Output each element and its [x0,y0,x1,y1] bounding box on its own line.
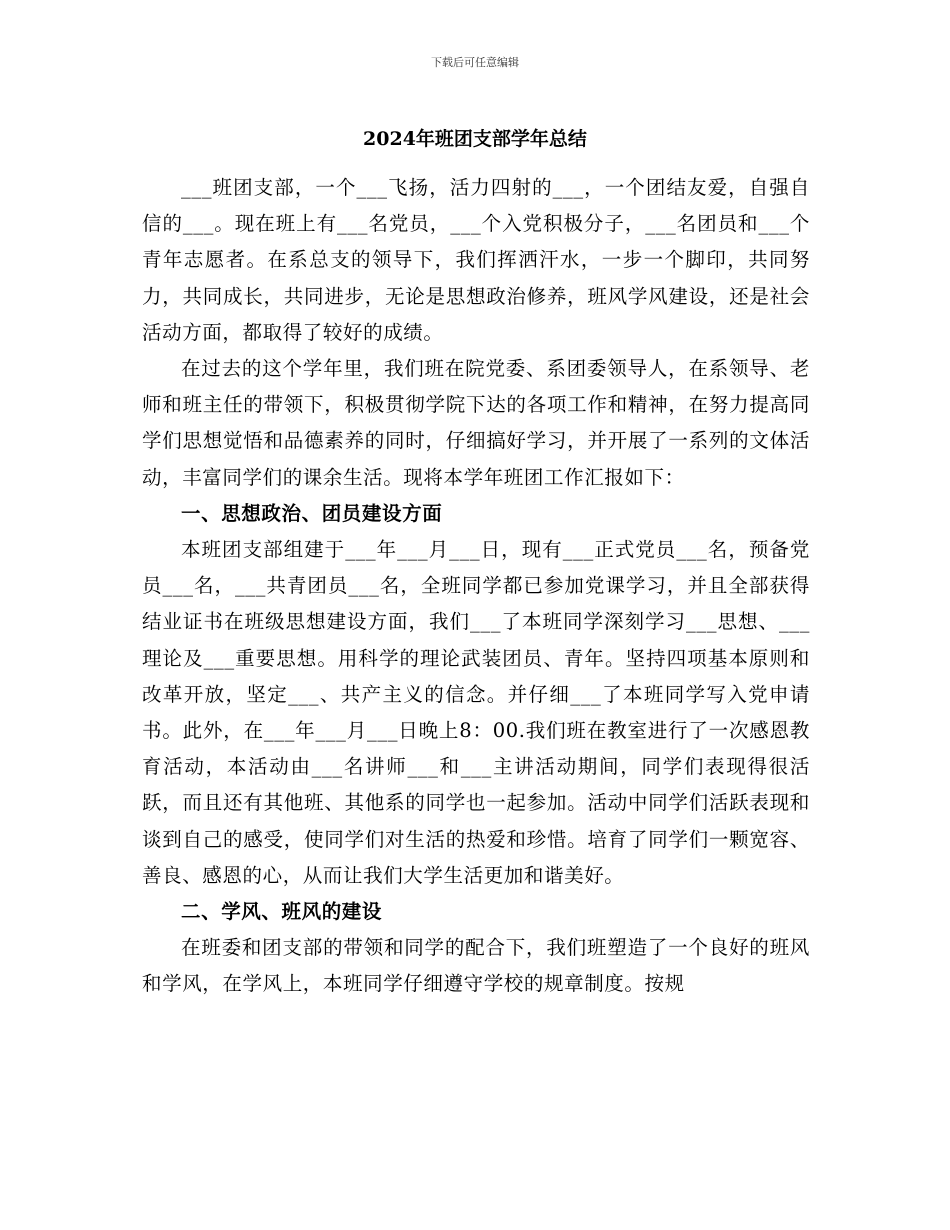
section-heading-study-style: 二、学风、班风的建设 [181,900,383,924]
document-body [142,170,810,1003]
document-title: 2024年班团支部学年总结 [363,128,587,150]
section-heading-ideology: 一、思想政治、团员建设方面 [181,501,443,525]
paragraph-overview: 在过去的这个学年里，我们班在院党委、系团委领导人，在系领导、老师和班主任的带领下，积极贯彻学院下达的各项工作和精神，在努力提高同学们思想觉悟和品德素养的同时，仔细搞好学习，并开展了一系列的文体活动，丰富同学们的课余生活。现将本学年班团工作汇报如下： [142,357,810,489]
paragraph-intro: ___班团支部，一个___飞扬，活力四射的___，一个团结友爱，自强自信的___。现在班上有___名党员，___个入党积极分子，___名团员和___个青年志愿者。在系总支的领导下，我们挥洒汗水，一步一个脚印，共同努力，共同成长，共同进步，无论是思想政治修养，班风学风建设，还是社会活动方面，都取得了较好的成绩。 [142,176,811,344]
page-header-note: 下载后可任意编辑 [431,56,519,69]
paragraph-study-style: 在班委和团支部的带领和同学的配合下，我们班塑造了一个良好的班风和学风，在学风上，本班同学仔细遵守学校的规章制度。按规 [142,936,810,996]
paragraph-ideology: 本班团支部组建于___年___月___日，现有___正式党员___名，预备党员___名，___共青团员___名，全班同学都已参加党课学习，并且全部获得结业证书在班级思想建设方面，我们___了本班同学深刻学习___思想、___理论及___重要思想。用科学的理论武装团员、青年。坚持四项基本原则和改革开放，坚定___、共产主义的信念。并仔细___了本班同学写入党申请书。此外，在___年___月___日晚上8：00.我们班在教室进行了一次感恩教育活动，本活动由___名讲师___和___主讲活动期间，同学们表现得很活跃，而且还有其他班、其他系的同学也一起参加。活动中同学们活跃表现和谈到自己的感受，使同学们对生活的热爱和珍惜。培育了同学们一颗宽容、善良、感恩的心，从而让我们大学生活更加和谐美好。 [142,538,810,887]
